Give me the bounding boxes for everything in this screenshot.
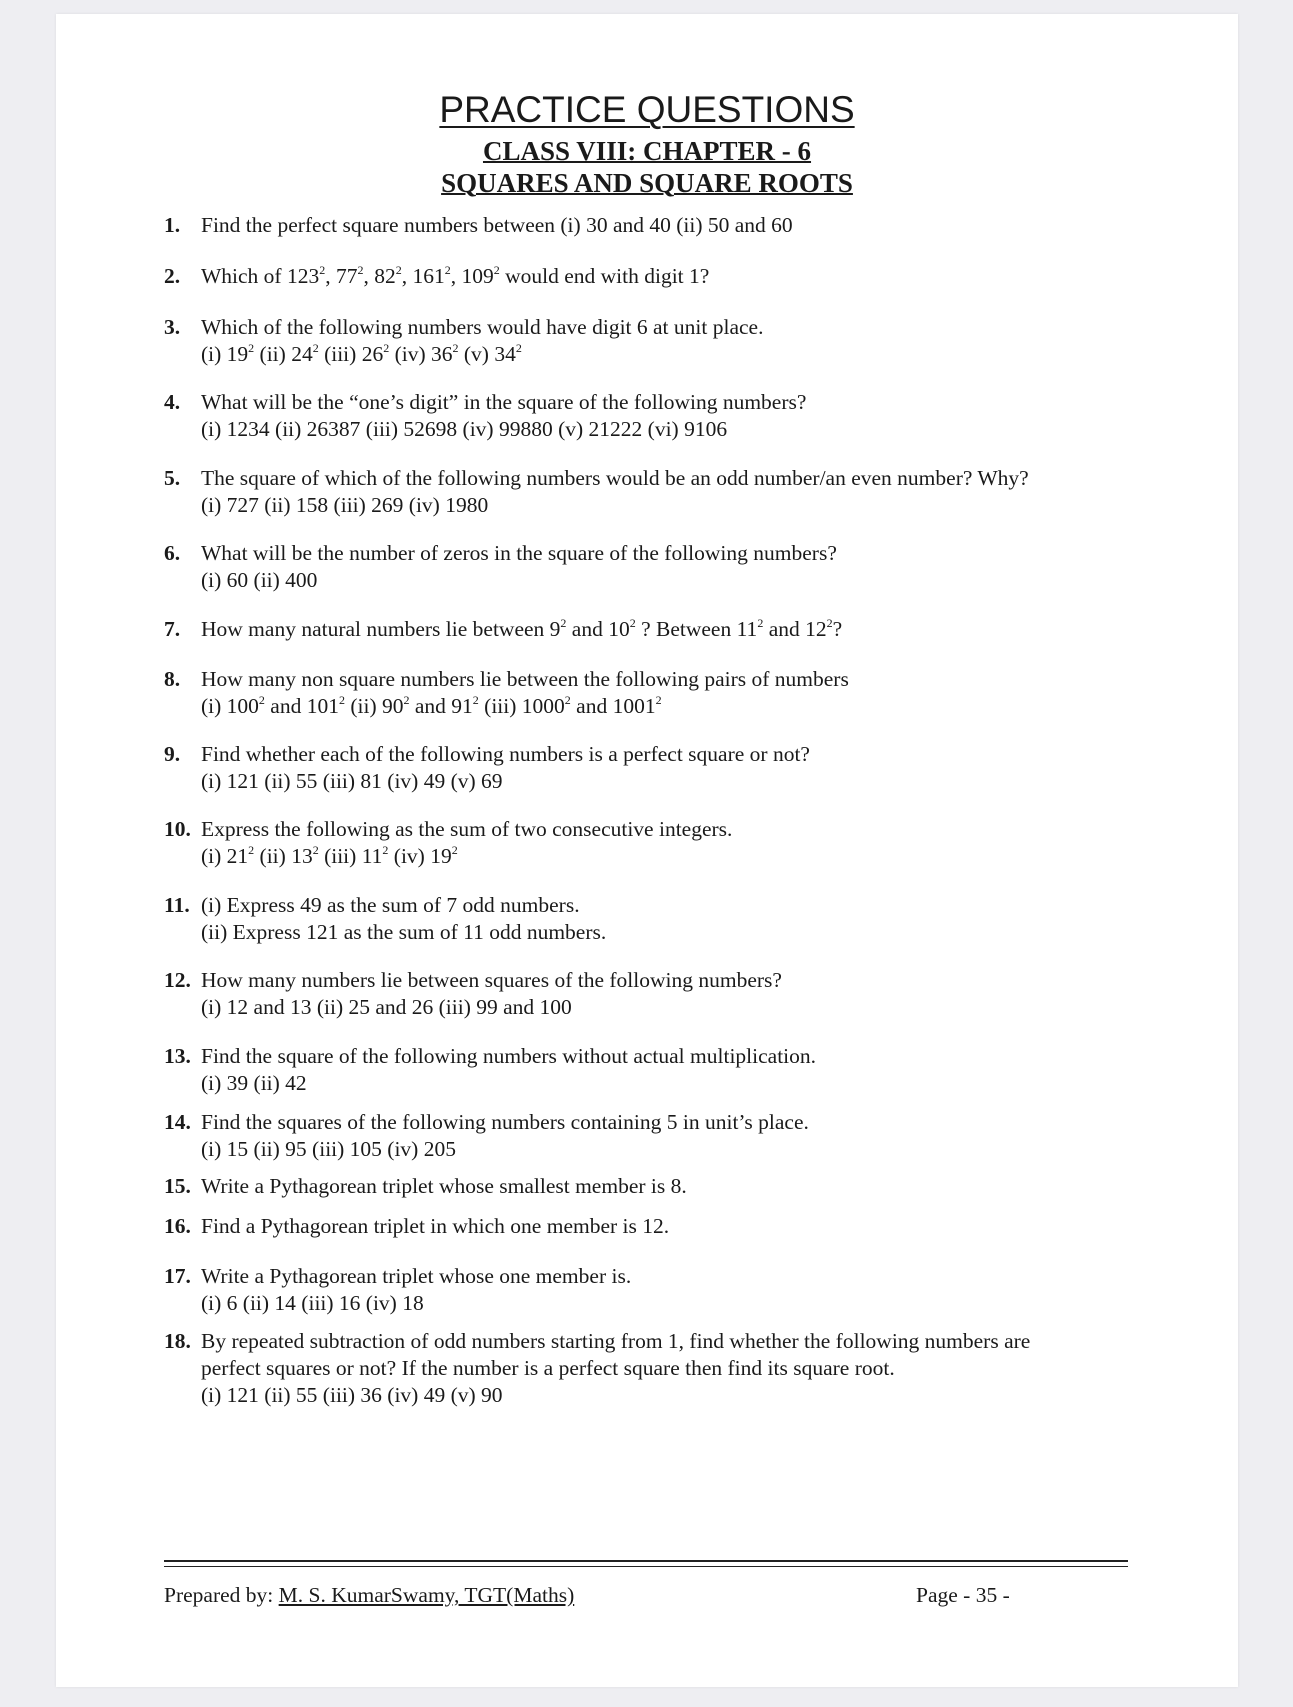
question-number: 1.: [164, 213, 181, 237]
footer-credit: Prepared by: M. S. KumarSwamy, TGT(Maths): [164, 1583, 575, 1607]
question-14: [164, 1109, 1184, 1163]
question-number: 13.: [164, 1044, 191, 1068]
question-text: Find whether each of the following numbers is a perfect square or not?: [201, 742, 810, 766]
question-12: [164, 967, 1184, 1021]
question-9: [164, 741, 1184, 795]
question-4: [164, 389, 1184, 443]
question-text: How many numbers lie between squares of the following numbers?: [201, 968, 782, 992]
question-number: 3.: [164, 315, 181, 339]
question-text: Find the perfect square numbers between (i) 30 and 40 (ii) 50 and 60: [201, 213, 793, 237]
question-6: [164, 540, 1184, 594]
question-options: (i) 1234 (ii) 26387 (iii) 52698 (iv) 99880 (v) 21222 (vi) 9106: [201, 417, 728, 441]
question-11: [164, 892, 1184, 946]
question-17: [164, 1263, 1184, 1317]
question-text: (i) Express 49 as the sum of 7 odd numbers.: [201, 893, 580, 917]
question-16: [164, 1213, 1184, 1240]
question-options: (i) $19^2$ (ii) $24^2$ (iii) $26^2$ (iv) $36^2$ (v) $34^2$: [201, 341, 522, 366]
question-number: 16.: [164, 1214, 191, 1238]
question-text: Find the square of the following numbers without actual multiplication.: [201, 1044, 817, 1068]
question-options: (i) 12 and 13 (ii) 25 and 26 (iii) 99 and 100: [201, 995, 572, 1019]
question-options: (i) 121 (ii) 55 (iii) 36 (iv) 49 (v) 90: [201, 1383, 503, 1407]
question-options: (i) 121 (ii) 55 (iii) 81 (iv) 49 (v) 69: [201, 769, 503, 793]
question-1: [164, 212, 1184, 239]
question-number: 14.: [164, 1110, 191, 1134]
question-number: 4.: [164, 390, 181, 414]
question-text: Which of the following numbers would have digit 6 at unit place.: [201, 315, 764, 339]
question-options: (i) 39 (ii) 42: [201, 1071, 307, 1095]
question-text: How many natural numbers lie between $9^2$ and $10^2$ ? Between $11^2$ and $12^2$?: [201, 616, 843, 641]
question-number: 8.: [164, 667, 181, 691]
question-number: 18.: [164, 1329, 191, 1353]
question-options: (i) 60 (ii) 400: [201, 568, 318, 592]
footer-divider: [164, 1560, 1128, 1562]
question-options: (i) $100^2$ and $101^2$ (ii) $90^2$ and $91^2$ (iii) 1000$^2$ and 1001$^2$: [201, 693, 662, 718]
question-18: [164, 1328, 1184, 1409]
question-options: (i) $21^2$ (ii) $13^2$ (iii) $11^2$ (iv) $19^2$: [201, 843, 458, 868]
page-title: PRACTICE QUESTIONS: [439, 89, 855, 130]
question-13: [164, 1043, 1184, 1097]
question-number: 12.: [164, 968, 191, 992]
question-number: 11.: [164, 893, 190, 917]
question-5: [164, 465, 1184, 519]
question-number: 2.: [164, 264, 181, 288]
question-text: Write a Pythagorean triplet whose smallest member is 8.: [201, 1174, 687, 1198]
question-7: [164, 616, 1184, 643]
question-text: What will be the number of zeros in the square of the following numbers?: [201, 541, 837, 565]
class-chapter-heading: CLASS VIII: CHAPTER - 6: [482, 136, 812, 166]
question-number: 9.: [164, 742, 181, 766]
question-text: How many non square numbers lie between the following pairs of numbers: [201, 667, 849, 691]
question-number: 17.: [164, 1264, 191, 1288]
footer-divider: [164, 1566, 1128, 1567]
question-number: 7.: [164, 617, 181, 641]
question-text: By repeated subtraction of odd numbers starting from 1, find whether the following numbers are: [201, 1329, 1031, 1353]
question-text: (ii) Express 121 as the sum of 11 odd numbers.: [201, 920, 607, 944]
question-text: The square of which of the following numbers would be an odd number/an even number? Why?: [201, 466, 1029, 490]
question-2: [164, 263, 1184, 290]
question-number: 6.: [164, 541, 181, 565]
question-options: (i) 727 (ii) 158 (iii) 269 (iv) 1980: [201, 493, 489, 517]
question-options: (i) 15 (ii) 95 (iii) 105 (iv) 205: [201, 1137, 456, 1161]
question-3: [164, 314, 1184, 368]
author-name: M. S. KumarSwamy, TGT(Maths): [278, 1583, 575, 1607]
question-text: What will be the “one’s digit” in the square of the following numbers?: [201, 390, 807, 414]
question-number: 15.: [164, 1174, 191, 1198]
question-text: Find the squares of the following numbers containing 5 in unit’s place.: [201, 1110, 809, 1134]
question-text: Express the following as the sum of two consecutive integers.: [201, 817, 733, 841]
document-page: [56, 14, 1238, 1687]
chapter-topic-heading: SQUARES AND SQUARE ROOTS: [441, 168, 853, 198]
question-text: Which of $123^2$, $77^2$, $82^2$, $161^2$, $109^2$ would end with digit 1?: [201, 263, 710, 288]
question-number: 10.: [164, 817, 191, 841]
question-8: [164, 666, 1184, 720]
question-10: [164, 816, 1184, 870]
question-text: Write a Pythagorean triplet whose one member is.: [201, 1264, 632, 1288]
page-number: Page - 35 -: [916, 1583, 1010, 1607]
question-options: (i) 6 (ii) 14 (iii) 16 (iv) 18: [201, 1291, 424, 1315]
question-15: [164, 1173, 1184, 1200]
question-text: Find a Pythagorean triplet in which one member is 12.: [201, 1214, 670, 1238]
question-number: 5.: [164, 466, 181, 490]
question-text: perfect squares or not? If the number is a perfect square then find its square root.: [201, 1356, 895, 1380]
